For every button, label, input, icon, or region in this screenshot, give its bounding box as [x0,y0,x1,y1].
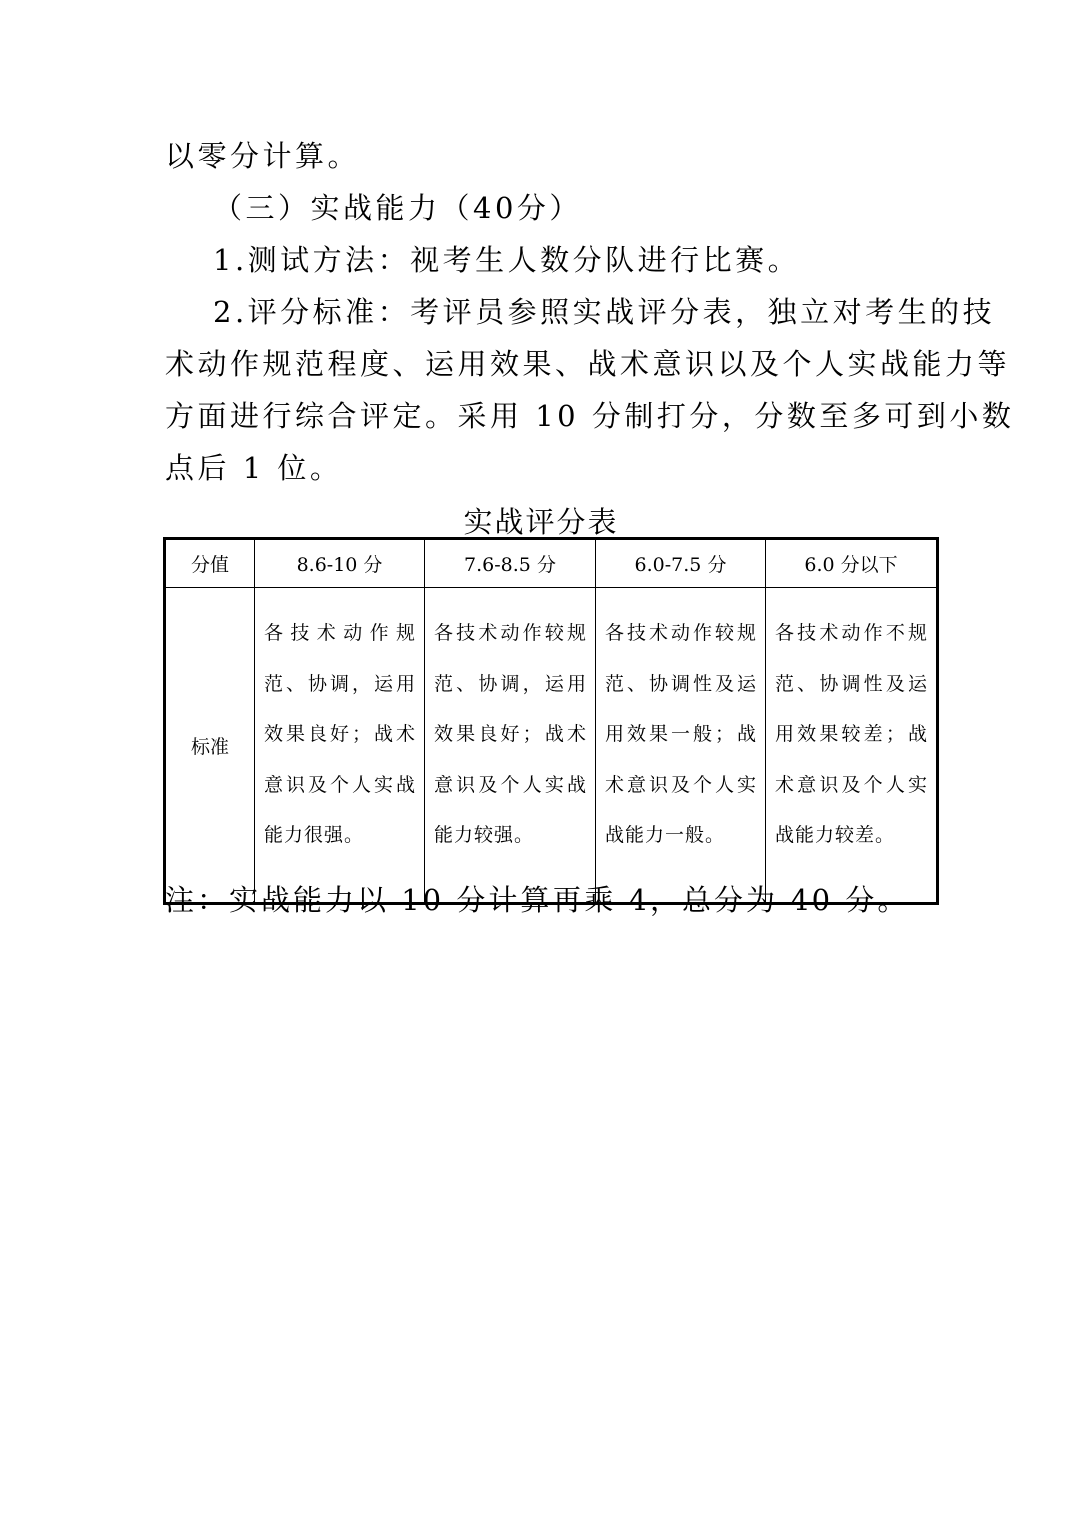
header-cell-range-1: 8.6-10 分 [255,539,425,588]
header-cell-range-3: 6.0-7.5 分 [596,539,766,588]
table-standard-row [165,588,938,904]
standard-cell-1: 各技术动作规范、协调，运用效果良好；战术意识及个人实战能力很强。 [255,588,425,904]
scoring-table [163,537,939,905]
header-cell-range-4: 6.0 分以下 [766,539,938,588]
standard-cell-4: 各技术动作不规范、协调性及运用效果较差；战术意识及个人实战能力较差。 [766,588,938,904]
header-cell-range-2: 7.6-8.5 分 [425,539,596,588]
test-method-line: 1.测试方法：视考生人数分队进行比赛。 [213,243,801,277]
table-note: 注：实战能力以 10 分计算再乘 4，总分为 40 分。 [165,883,910,917]
standard-cell-2: 各技术动作较规范、协调，运用效果良好；战术意识及个人实战能力较强。 [425,588,596,904]
scoring-standard-line-3: 方面进行综合评定。采用 10 分制打分，分数至多可到小数 [165,399,1015,433]
paragraph-continuation: 以零分计算。 [165,139,361,173]
scoring-standard-line-2: 术动作规范程度、运用效果、战术意识以及个人实战能力等 [165,347,1011,381]
section-heading: （三）实战能力（40分） [213,191,582,225]
scoring-standard-line-1: 2.评分标准：考评员参照实战评分表，独立对考生的技 [213,295,996,329]
table-title: 实战评分表 [463,505,619,539]
header-cell-score: 分值 [165,539,255,588]
document-body [165,130,1015,542]
standard-cell-3: 各技术动作较规范、协调性及运用效果一般；战术意识及个人实战能力一般。 [596,588,766,904]
table-header-row [165,539,938,588]
scoring-standard-line-4: 点后 1 位。 [165,451,343,485]
row-label-standard: 标准 [165,588,255,904]
